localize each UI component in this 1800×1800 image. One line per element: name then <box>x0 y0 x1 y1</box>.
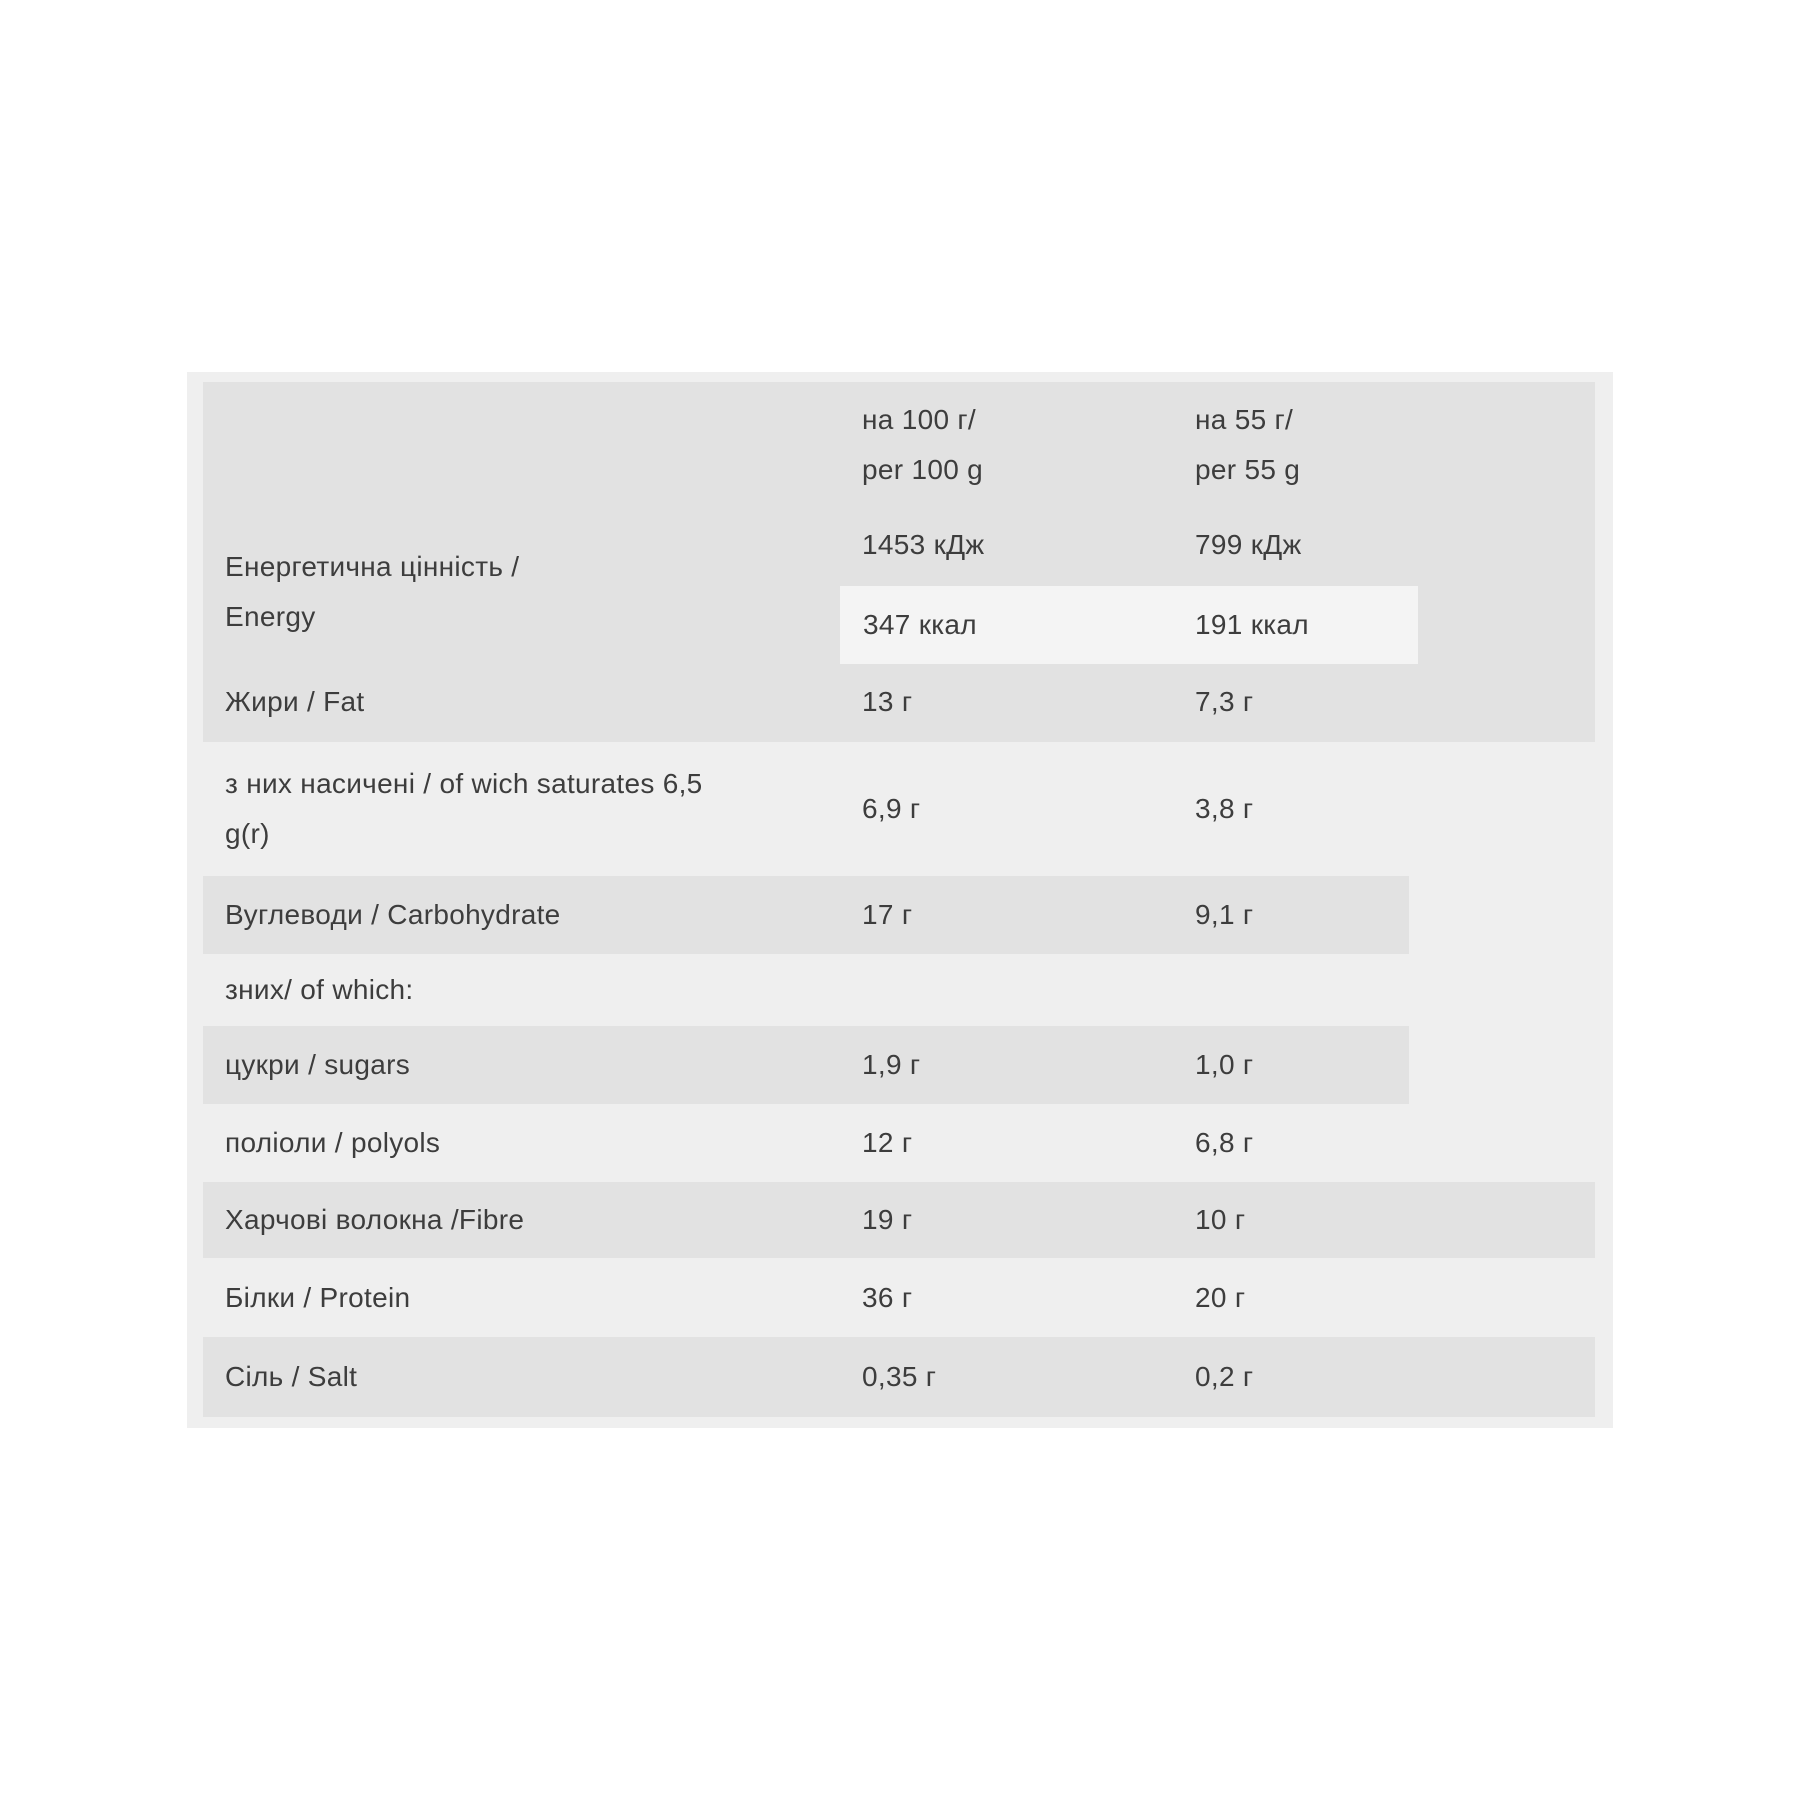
value-per-100g: 19 г <box>862 1204 913 1235</box>
row-label-line: Сіль / Salt <box>225 1361 358 1392</box>
table-row <box>203 954 1595 1026</box>
table-row <box>203 742 1595 876</box>
column-header-per-100g <box>862 395 983 495</box>
fat-value-per-55g: 7,3 г <box>1195 686 1254 717</box>
fat-row-label: Жири / Fat <box>225 686 365 717</box>
nutrition-table <box>187 372 1613 1428</box>
row-label <box>225 965 414 1015</box>
nutrition-table-body <box>203 382 1595 1417</box>
column-header-line: per 100 g <box>862 454 984 485</box>
row-label-line: g(r) <box>225 818 270 849</box>
column-header-per-55g <box>1195 395 1300 495</box>
row-label <box>225 1352 357 1402</box>
row-label <box>225 890 561 940</box>
value-per-100g: 0,35 г <box>862 1361 937 1392</box>
row-label <box>225 1195 524 1245</box>
value-per-100g: 36 г <box>862 1281 913 1313</box>
energy-kcal-per-55g: 191 ккал <box>1195 609 1309 640</box>
kcal-highlight-box <box>840 586 1418 664</box>
row-label <box>225 1040 410 1090</box>
value-per-55g: 0,2 г <box>1195 1361 1254 1392</box>
value-per-100g: 1,9 г <box>862 1049 921 1080</box>
energy-kcal-per-100g: 347 ккал <box>863 609 977 640</box>
row-label-line: поліоли / polyols <box>225 1127 441 1158</box>
row-label <box>225 1273 410 1323</box>
row-label-line: Харчові волокна /Fibre <box>225 1204 525 1235</box>
energy-row-label <box>225 542 519 642</box>
table-row <box>203 876 1409 954</box>
value-per-100g: 6,9 г <box>862 793 921 824</box>
column-header-line: на 55 г/ <box>1195 404 1294 435</box>
row-label-line: цукри / sugars <box>225 1049 411 1080</box>
value-per-100g: 12 г <box>862 1127 913 1158</box>
energy-label-line: Енергетична цінність / <box>225 551 520 582</box>
column-header-line: per 55 g <box>1195 454 1301 485</box>
table-row <box>203 1104 1595 1182</box>
column-header-line: на 100 г/ <box>862 404 977 435</box>
row-label-line: Вуглеводи / Carbohydrate <box>225 899 561 930</box>
value-per-55g: 6,8 г <box>1195 1127 1254 1158</box>
value-per-55g: 9,1 г <box>1195 899 1254 930</box>
value-per-55g: 20 г <box>1195 1281 1246 1313</box>
table-row <box>203 1337 1595 1417</box>
nutrient-rows <box>203 742 1595 1417</box>
value-per-55g: 3,8 г <box>1195 793 1254 824</box>
table-row <box>203 1182 1595 1258</box>
energy-fat-block <box>203 382 1595 742</box>
energy-label-line: Energy <box>225 601 316 632</box>
value-per-100g: 17 г <box>862 899 913 930</box>
table-row <box>203 1026 1409 1104</box>
value-per-55g: 10 г <box>1195 1204 1246 1235</box>
energy-kj-per-100g: 1453 кДж <box>862 529 985 560</box>
row-label-line: Білки / Protein <box>225 1281 411 1313</box>
row-label <box>225 759 703 859</box>
table-row <box>203 1258 1595 1337</box>
value-per-55g: 1,0 г <box>1195 1049 1254 1080</box>
row-label <box>225 1118 440 1168</box>
energy-kj-per-55g: 799 кДж <box>1195 529 1302 560</box>
fat-value-per-100g: 13 г <box>862 686 913 717</box>
row-label-line: зних/ of which: <box>225 974 414 1005</box>
row-label-line: з них насичені / of wich saturates 6,5 <box>225 768 703 799</box>
